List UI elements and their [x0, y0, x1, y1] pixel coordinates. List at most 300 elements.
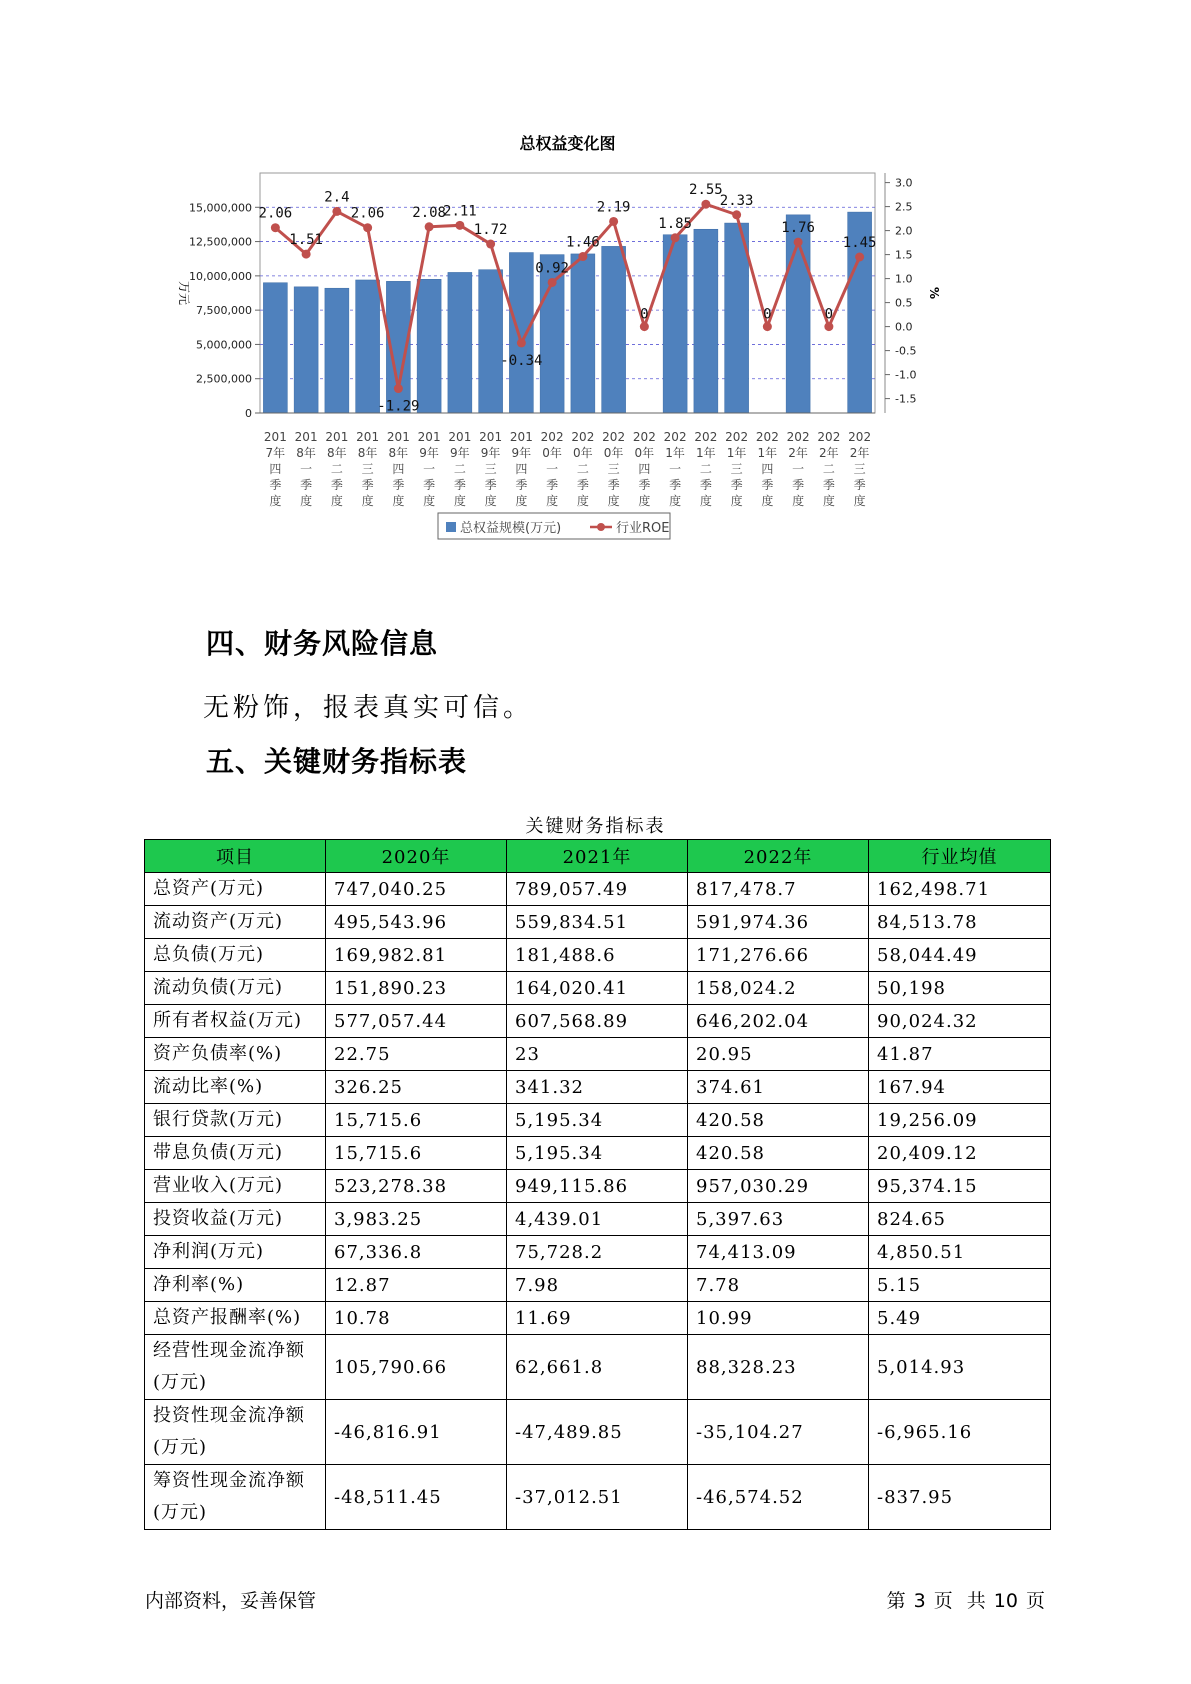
row-label-cell: 所有者权益(万元): [145, 1005, 326, 1038]
x-tick-label: 季: [761, 478, 774, 492]
x-tick-label: 0年: [573, 446, 593, 460]
roe-point: [271, 223, 280, 232]
roe-data-label: 1.46: [566, 234, 600, 251]
value-cell: 326.25: [326, 1071, 507, 1104]
table-row: [145, 1170, 1051, 1203]
x-tick-label: 201: [448, 430, 472, 444]
roe-data-label: 1.76: [781, 220, 815, 237]
x-tick-label: 季: [607, 478, 620, 492]
row-label-cell: 银行贷款(万元): [145, 1104, 326, 1137]
value-cell: 62,661.8: [507, 1335, 688, 1400]
value-cell: 374.61: [688, 1071, 869, 1104]
roe-point: [302, 250, 311, 259]
table-row: [145, 1269, 1051, 1302]
x-tick-label: 度: [761, 494, 774, 508]
value-cell: 15,715.6: [326, 1104, 507, 1137]
roe-point: [824, 322, 833, 331]
x-tick-label: 四: [269, 462, 282, 476]
value-cell: 957,030.29: [688, 1170, 869, 1203]
row-label-cell: 投资性现金流净额(万元): [145, 1400, 326, 1465]
row-label-cell: 流动资产(万元): [145, 906, 326, 939]
table-row: [145, 1236, 1051, 1269]
value-cell: 420.58: [688, 1104, 869, 1137]
x-tick-label: 8年: [357, 446, 378, 460]
roe-point: [794, 238, 803, 247]
value-cell: 591,974.36: [688, 906, 869, 939]
x-tick-label: 202: [817, 430, 841, 444]
equity-bar: [263, 283, 287, 413]
right-tick-label: 0.5: [895, 296, 913, 310]
x-tick-label: 二: [453, 462, 466, 476]
x-tick-label: 季: [730, 478, 743, 492]
left-tick-label: 0: [245, 407, 252, 420]
row-label-cell: 带息负债(万元): [145, 1137, 326, 1170]
key-indicators-table: [144, 839, 1051, 1530]
roe-point: [363, 223, 372, 232]
x-tick-label: 三: [730, 462, 743, 476]
x-tick-label: 202: [632, 430, 656, 444]
right-tick-label: -0.5: [895, 344, 917, 358]
x-tick-label: 季: [792, 478, 805, 492]
page-current: 3: [913, 1590, 926, 1612]
x-tick-label: 二: [822, 462, 835, 476]
value-cell: 495,543.96: [326, 906, 507, 939]
x-tick-label: 度: [576, 494, 589, 508]
left-tick-label: 12,500,000: [189, 235, 252, 249]
value-cell: 41.87: [869, 1038, 1051, 1071]
x-tick-label: 201: [417, 430, 441, 444]
x-tick-label: 0年: [603, 446, 624, 460]
x-tick-label: 一: [792, 462, 805, 476]
x-tick-label: 季: [361, 478, 374, 492]
x-tick-label: 度: [423, 494, 436, 508]
table-header-row: [145, 840, 1051, 873]
roe-point: [732, 210, 741, 219]
value-cell: 167.94: [869, 1071, 1051, 1104]
equity-bar: [602, 246, 626, 413]
value-cell: 646,202.04: [688, 1005, 869, 1038]
right-tick-label: -1.5: [895, 392, 917, 406]
x-tick-label: 201: [294, 430, 318, 444]
value-cell: 420.58: [688, 1137, 869, 1170]
legend-line-marker: [597, 523, 605, 531]
table-row: [145, 1137, 1051, 1170]
x-tick-label: 度: [730, 494, 743, 508]
roe-data-label: 0.92: [535, 260, 569, 277]
roe-data-label: 2.06: [258, 205, 293, 222]
roe-data-label: -1.29: [377, 398, 420, 415]
value-cell: 181,488.6: [507, 939, 688, 972]
x-tick-label: 三: [853, 462, 866, 476]
x-tick-label: 202: [602, 430, 626, 444]
value-cell: 5.15: [869, 1269, 1051, 1302]
table-header-cell: 2020年: [326, 840, 507, 873]
x-tick-label: 202: [725, 430, 749, 444]
left-tick-label: 2,500,000: [196, 372, 252, 386]
x-tick-label: 度: [546, 494, 559, 508]
x-tick-label: 度: [515, 494, 528, 508]
risk-text: 无粉饰，报表真实可信。: [203, 693, 534, 723]
roe-data-label: 1.85: [658, 215, 692, 232]
x-tick-label: 季: [515, 478, 528, 492]
table-header-cell: 行业均值: [869, 840, 1051, 873]
value-cell: 5,397.63: [688, 1203, 869, 1236]
value-cell: 4,439.01: [507, 1203, 688, 1236]
legend-bar-swatch: [446, 522, 456, 532]
left-tick-label: 15,000,000: [189, 201, 252, 215]
right-axis-title: %: [927, 286, 941, 300]
x-tick-label: 三: [484, 462, 497, 476]
table-title: 关键财务指标表: [525, 816, 666, 837]
value-cell: -48,511.45: [326, 1465, 507, 1530]
x-tick-label: 度: [699, 494, 712, 508]
row-label-cell: 净利润(万元): [145, 1236, 326, 1269]
row-label-cell: 筹资性现金流净额(万元): [145, 1465, 326, 1530]
roe-data-label: 2.06: [350, 205, 385, 222]
right-tick-label: 2.0: [895, 224, 913, 238]
footer-page-number: [883, 1586, 1049, 1613]
x-tick-label: 季: [669, 478, 682, 492]
value-cell: -6,965.16: [869, 1400, 1051, 1465]
table-header-cell: 项目: [145, 840, 326, 873]
roe-data-label: 0: [763, 306, 772, 323]
x-tick-label: 度: [853, 494, 866, 508]
row-label-cell: 资产负债率(%): [145, 1038, 326, 1071]
value-cell: 88,328.23: [688, 1335, 869, 1400]
value-cell: 3,983.25: [326, 1203, 507, 1236]
roe-data-label: -0.34: [500, 352, 543, 369]
x-tick-label: 三: [361, 462, 374, 476]
x-tick-label: 度: [822, 494, 835, 508]
row-label-cell: 流动比率(%): [145, 1071, 326, 1104]
x-tick-label: 季: [300, 478, 313, 492]
roe-data-label: 2.19: [596, 199, 631, 216]
x-tick-label: 度: [792, 494, 805, 508]
x-tick-label: 二: [330, 462, 343, 476]
roe-point: [332, 207, 341, 216]
legend-line-label: 行业ROE: [616, 521, 670, 536]
value-cell: -46,574.52: [688, 1465, 869, 1530]
page-suffix: 页: [1025, 1590, 1045, 1612]
value-cell: 607,568.89: [507, 1005, 688, 1038]
value-cell: 162,498.71: [869, 873, 1051, 906]
x-tick-label: 9年: [511, 446, 532, 460]
x-tick-label: 季: [576, 478, 589, 492]
table-row: [145, 906, 1051, 939]
x-tick-label: 度: [484, 494, 497, 508]
x-tick-label: 201: [263, 430, 287, 444]
x-tick-label: 季: [546, 478, 559, 492]
value-cell: 90,024.32: [869, 1005, 1051, 1038]
table-row: [145, 1302, 1051, 1335]
roe-point: [671, 233, 680, 242]
value-cell: 4,850.51: [869, 1236, 1051, 1269]
roe-point: [517, 338, 526, 347]
x-tick-label: 7年: [265, 446, 286, 460]
equity-bar: [509, 253, 533, 413]
table-row: [145, 939, 1051, 972]
value-cell: 164,020.41: [507, 972, 688, 1005]
table-row: [145, 1465, 1051, 1530]
x-tick-label: 季: [269, 478, 282, 492]
roe-point: [609, 217, 618, 226]
value-cell: 23: [507, 1038, 688, 1071]
table-row: [145, 1203, 1051, 1236]
value-cell: -35,104.27: [688, 1400, 869, 1465]
roe-data-label: 1.45: [842, 235, 877, 251]
value-cell: 74,413.09: [688, 1236, 869, 1269]
equity-chart: [170, 135, 1020, 595]
x-tick-label: 1年: [726, 446, 747, 460]
x-tick-label: 度: [669, 494, 682, 508]
right-tick-label: 1.5: [895, 248, 913, 262]
x-tick-label: 9年: [480, 446, 501, 460]
table-row: [145, 1104, 1051, 1137]
equity-bar: [294, 287, 318, 413]
x-tick-label: 202: [571, 430, 595, 444]
row-label-cell: 流动负债(万元): [145, 972, 326, 1005]
x-tick-label: 202: [540, 430, 564, 444]
value-cell: 7.98: [507, 1269, 688, 1302]
equity-chart-svg: [170, 135, 1020, 595]
roe-point: [578, 252, 587, 261]
row-label-cell: 净利率(%): [145, 1269, 326, 1302]
x-tick-label: 季: [484, 478, 497, 492]
left-tick-label: 7,500,000: [196, 304, 252, 318]
value-cell: 10.78: [326, 1302, 507, 1335]
roe-data-label: 2.33: [719, 192, 754, 209]
value-cell: 559,834.51: [507, 906, 688, 939]
x-tick-label: 四: [638, 462, 651, 476]
x-tick-label: 0年: [634, 446, 655, 460]
row-label-cell: 经营性现金流净额(万元): [145, 1335, 326, 1400]
value-cell: 95,374.15: [869, 1170, 1051, 1203]
x-tick-label: 度: [300, 494, 313, 508]
x-tick-label: 8年: [388, 446, 409, 460]
value-cell: 75,728.2: [507, 1236, 688, 1269]
equity-bar: [694, 229, 718, 413]
x-tick-label: 1年: [665, 446, 685, 460]
table-row: [145, 1071, 1051, 1104]
x-tick-label: 201: [356, 430, 380, 444]
value-cell: 105,790.66: [326, 1335, 507, 1400]
x-tick-label: 1年: [757, 446, 778, 460]
table-body: [145, 873, 1051, 1530]
x-tick-label: 四: [392, 462, 405, 476]
value-cell: 523,278.38: [326, 1170, 507, 1203]
x-tick-label: 201: [386, 430, 410, 444]
x-tick-label: 季: [453, 478, 466, 492]
roe-point: [486, 240, 495, 249]
right-tick-label: 0.0: [895, 320, 913, 334]
x-tick-label: 8年: [327, 446, 347, 460]
x-tick-label: 202: [848, 430, 872, 444]
x-tick-label: 度: [269, 494, 282, 508]
x-tick-label: 季: [423, 478, 436, 492]
x-tick-label: 一: [300, 462, 313, 476]
roe-data-label: 2.08: [412, 204, 446, 221]
value-cell: 15,715.6: [326, 1137, 507, 1170]
roe-data-label: 0: [640, 306, 649, 323]
x-tick-label: 四: [515, 462, 528, 476]
x-tick-label: 202: [663, 430, 687, 444]
page-total-prefix: 共: [966, 1590, 986, 1612]
x-tick-label: 季: [853, 478, 866, 492]
x-tick-label: 0年: [542, 446, 562, 460]
x-tick-label: 202: [694, 430, 718, 444]
x-tick-label: 度: [638, 494, 651, 508]
x-tick-label: 度: [330, 494, 343, 508]
x-tick-label: 201: [325, 430, 349, 444]
x-tick-label: 季: [699, 478, 712, 492]
roe-point: [548, 278, 557, 287]
table-header-cell: 2022年: [688, 840, 869, 873]
value-cell: 67,336.8: [326, 1236, 507, 1269]
table-row: [145, 1005, 1051, 1038]
page-total: 10: [993, 1590, 1018, 1612]
row-label-cell: 投资收益(万元): [145, 1203, 326, 1236]
right-tick-label: 3.0: [895, 176, 913, 190]
x-tick-label: 2年: [819, 446, 839, 460]
value-cell: 11.69: [507, 1302, 688, 1335]
value-cell: 171,276.66: [688, 939, 869, 972]
value-cell: 789,057.49: [507, 873, 688, 906]
value-cell: 817,478.7: [688, 873, 869, 906]
risk-heading: 四、财务风险信息: [206, 627, 439, 660]
value-cell: 151,890.23: [326, 972, 507, 1005]
value-cell: 577,057.44: [326, 1005, 507, 1038]
table-row: [145, 873, 1051, 906]
x-tick-label: 201: [479, 430, 503, 444]
page-mid: 页: [933, 1590, 953, 1612]
table-row: [145, 1038, 1051, 1071]
x-tick-label: 一: [546, 462, 559, 476]
value-cell: 341.32: [507, 1071, 688, 1104]
x-tick-label: 度: [453, 494, 466, 508]
value-cell: -837.95: [869, 1465, 1051, 1530]
chart-title: 总权益变化图: [519, 135, 616, 153]
equity-bar: [356, 280, 380, 413]
roe-data-label: 2.4: [324, 189, 350, 206]
legend-bar-label: 总权益规模(万元): [460, 521, 562, 536]
x-tick-label: 9年: [419, 446, 439, 460]
equity-bar: [571, 254, 595, 413]
row-label-cell: 总负债(万元): [145, 939, 326, 972]
value-cell: 5,195.34: [507, 1137, 688, 1170]
right-tick-label: 2.5: [895, 200, 913, 214]
value-cell: 169,982.81: [326, 939, 507, 972]
roe-data-label: 1.51: [289, 232, 323, 249]
equity-bar: [725, 223, 749, 413]
value-cell: -47,489.85: [507, 1400, 688, 1465]
left-tick-label: 10,000,000: [189, 269, 252, 283]
table-row: [145, 1400, 1051, 1465]
roe-point: [763, 322, 772, 331]
value-cell: 58,044.49: [869, 939, 1051, 972]
x-tick-label: 202: [755, 430, 779, 444]
x-tick-label: 度: [607, 494, 620, 508]
value-cell: 10.99: [688, 1302, 869, 1335]
x-tick-label: 一: [669, 462, 682, 476]
x-tick-label: 8年: [296, 446, 316, 460]
left-tick-label: 5,000,000: [196, 338, 252, 352]
x-tick-label: 2年: [788, 446, 808, 460]
right-tick-label: -1.0: [895, 368, 917, 382]
value-cell: 12.87: [326, 1269, 507, 1302]
value-cell: 50,198: [869, 972, 1051, 1005]
x-tick-label: 四: [761, 462, 774, 476]
value-cell: 5.49: [869, 1302, 1051, 1335]
x-tick-label: 201: [509, 430, 533, 444]
roe-point: [855, 253, 864, 262]
value-cell: 158,024.2: [688, 972, 869, 1005]
right-tick-label: 1.0: [895, 272, 913, 286]
x-tick-label: 度: [392, 494, 405, 508]
x-tick-label: 季: [638, 478, 651, 492]
value-cell: 19,256.09: [869, 1104, 1051, 1137]
x-tick-label: 9年: [450, 446, 470, 460]
row-label-cell: 营业收入(万元): [145, 1170, 326, 1203]
table-row: [145, 1335, 1051, 1400]
value-cell: 824.65: [869, 1203, 1051, 1236]
row-label-cell: 总资产报酬率(%): [145, 1302, 326, 1335]
value-cell: 22.75: [326, 1038, 507, 1071]
roe-data-label: 1.72: [473, 222, 508, 239]
roe-point: [394, 384, 403, 393]
value-cell: 5,014.93: [869, 1335, 1051, 1400]
roe-point: [455, 221, 464, 230]
x-tick-label: 2年: [849, 446, 870, 460]
x-tick-label: 度: [361, 494, 374, 508]
roe-data-label: 2.11: [443, 203, 477, 220]
page-prefix: 第: [886, 1590, 906, 1612]
x-tick-label: 一: [423, 462, 436, 476]
left-axis-title: 万元: [177, 280, 191, 306]
value-cell: 20.95: [688, 1038, 869, 1071]
roe-point: [701, 200, 710, 209]
x-tick-label: 二: [699, 462, 712, 476]
table-header-cell: 2021年: [507, 840, 688, 873]
key-indicators-heading: 五、关键财务指标表: [206, 745, 468, 778]
roe-point: [425, 222, 434, 231]
roe-data-label: 0: [824, 306, 834, 323]
value-cell: 84,513.78: [869, 906, 1051, 939]
x-tick-label: 1年: [696, 446, 716, 460]
x-tick-label: 二: [576, 462, 589, 476]
value-cell: 747,040.25: [326, 873, 507, 906]
x-tick-label: 季: [392, 478, 405, 492]
value-cell: 20,409.12: [869, 1137, 1051, 1170]
value-cell: 5,195.34: [507, 1104, 688, 1137]
equity-bar: [448, 272, 472, 413]
equity-bar: [417, 279, 441, 413]
x-tick-label: 202: [786, 430, 810, 444]
value-cell: -37,012.51: [507, 1465, 688, 1530]
value-cell: -46,816.91: [326, 1400, 507, 1465]
value-cell: 7.78: [688, 1269, 869, 1302]
x-tick-label: 季: [330, 478, 343, 492]
row-label-cell: 总资产(万元): [145, 873, 326, 906]
roe-data-label: 2.55: [689, 182, 723, 199]
footer-confidential-note: 内部资料，妥善保管: [145, 1590, 317, 1612]
x-tick-label: 季: [822, 478, 835, 492]
roe-point: [640, 322, 649, 331]
x-tick-label: 三: [607, 462, 620, 476]
equity-bar: [479, 270, 503, 413]
value-cell: 949,115.86: [507, 1170, 688, 1203]
table-row: [145, 972, 1051, 1005]
equity-bar: [325, 288, 349, 413]
